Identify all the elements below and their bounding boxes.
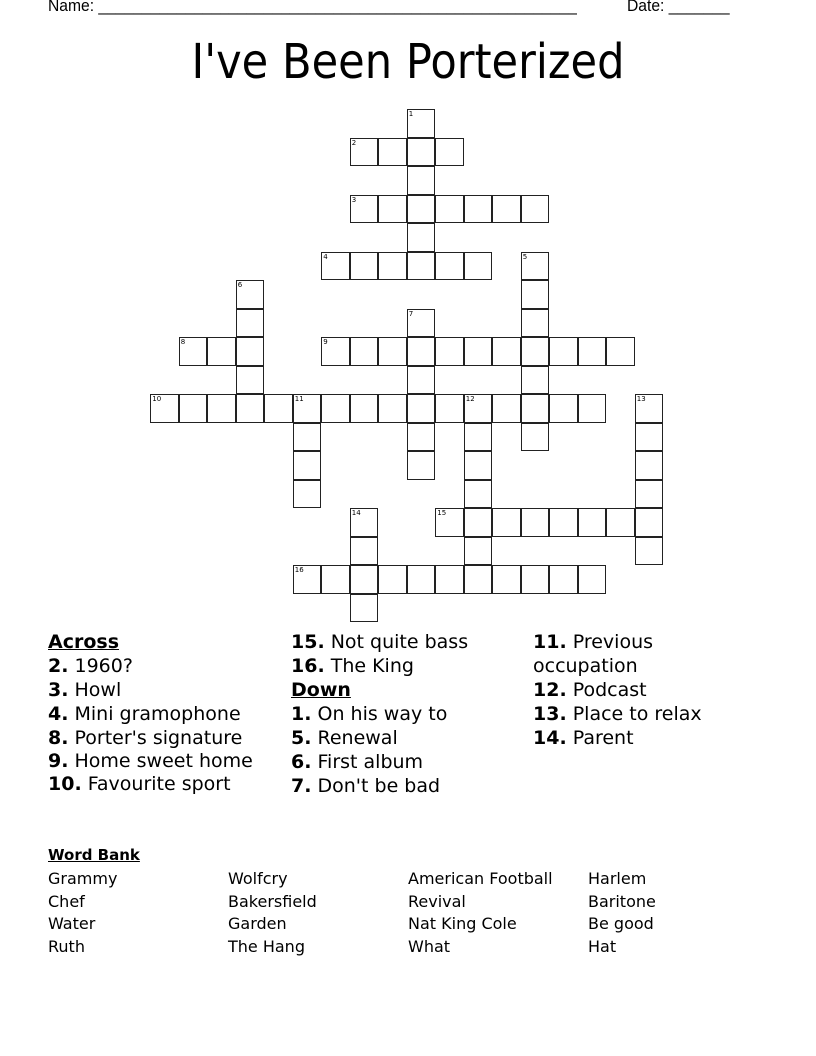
clues-column-2 [291,630,521,798]
grid-cell[interactable] [293,451,322,480]
grid-cell[interactable] [549,394,578,423]
clue-text: Renewal [311,727,398,749]
word-bank-column-4 [588,868,656,959]
grid-cell[interactable] [378,195,407,224]
word-bank-item: Be good [588,914,654,934]
grid-cell[interactable] [464,337,493,366]
grid-cell[interactable] [435,508,464,537]
grid-cell[interactable] [521,280,550,309]
cell-number: 4 [323,252,328,261]
word-bank-item: The Hang [228,937,305,957]
grid-cell[interactable] [492,565,521,594]
grid-cell[interactable] [207,337,236,366]
across-heading: Across [48,631,120,653]
clue-across-16 [291,654,521,678]
clue-across-15 [291,630,521,654]
grid-cell[interactable] [521,309,550,338]
grid-cell[interactable] [236,309,265,338]
grid-cell[interactable] [407,109,436,138]
grid-cell[interactable] [464,565,493,594]
grid-cell[interactable] [521,252,550,281]
word-bank-item: Hat [588,937,617,957]
clue-text: Podcast [566,679,647,701]
grid-cell[interactable] [635,423,664,452]
grid-cell[interactable] [435,195,464,224]
grid-cell[interactable] [464,537,493,566]
clue-text: On his way to [311,703,448,725]
grid-cell[interactable] [464,394,493,423]
clue-number: 2. [48,655,69,677]
grid-cell[interactable] [350,195,379,224]
clue-number: 7. [291,775,312,797]
word-bank-item: Baritone [588,891,656,911]
clue-text: Mini gramophone [68,703,241,725]
grid-cell[interactable] [578,337,607,366]
grid-cell[interactable] [521,366,550,395]
grid-cell[interactable] [407,309,436,338]
cell-number: 7 [408,309,414,318]
grid-cell[interactable] [492,337,521,366]
grid-cell[interactable] [635,451,664,480]
clue-down-7 [291,774,521,798]
grid-cell[interactable] [179,337,208,366]
grid-cell[interactable] [236,366,265,395]
grid-cell[interactable] [464,195,493,224]
clue-text: Parent [566,727,634,749]
grid-cell[interactable] [435,565,464,594]
grid-cell[interactable] [407,195,436,224]
clue-down-6 [291,750,521,774]
clue-number: 5. [291,727,312,749]
grid-cell[interactable] [407,451,436,480]
word-bank-item: What [408,937,451,957]
grid-cell[interactable] [492,394,521,423]
grid-cell[interactable] [549,508,578,537]
grid-cell[interactable] [236,394,265,423]
clue-down-12 [533,678,763,702]
cell-number: 16 [294,566,304,575]
clue-number: 9. [48,750,69,772]
clue-number: 8. [48,727,69,749]
clue-text: The King [324,655,414,677]
clue-text: Not quite bass [324,631,469,653]
down-heading: Down [291,679,351,701]
clue-down-11 [533,630,683,678]
clue-number: 12. [533,679,567,701]
cell-number: 11 [294,395,304,404]
word-bank-item: Bakersfield [228,891,317,911]
grid-cell[interactable] [521,423,550,452]
clue-text: Howl [68,679,122,701]
grid-cell[interactable] [407,337,436,366]
clue-across-4 [48,702,278,726]
word-bank-item: Ruth [48,937,85,957]
clue-across-10 [48,772,278,796]
clue-number: 15. [291,631,325,653]
grid-cell[interactable] [264,394,293,423]
grid-cell[interactable] [378,394,407,423]
clue-down-14 [533,726,763,750]
cell-number: 9 [323,338,328,347]
clue-text: Previous occupation [533,631,654,677]
clue-number: 16. [291,655,325,677]
grid-cell[interactable] [635,537,664,566]
grid-cell[interactable] [521,195,550,224]
grid-cell[interactable] [492,508,521,537]
clue-text: Porter's signature [68,727,243,749]
grid-cell[interactable] [350,594,379,623]
grid-cell[interactable] [207,394,236,423]
word-bank-item: American Football [408,869,553,888]
grid-cell[interactable] [635,480,664,509]
clues-column-3 [533,630,763,750]
grid-cell[interactable] [407,366,436,395]
grid-cell[interactable] [521,508,550,537]
clue-number: 3. [48,679,69,701]
grid-cell[interactable] [236,280,265,309]
grid-cell[interactable] [236,337,265,366]
grid-cell[interactable] [321,394,350,423]
grid-cell[interactable] [464,508,493,537]
grid-cell[interactable] [293,565,322,594]
word-bank-item: Wolfcry [228,869,288,888]
grid-cell[interactable] [521,337,550,366]
grid-cell[interactable] [350,337,379,366]
grid-cell[interactable] [464,480,493,509]
clue-text: Place to relax [566,703,702,725]
word-bank-column-2 [228,868,317,959]
clue-text: Don't be bad [311,775,441,797]
grid-cell[interactable] [435,394,464,423]
cell-number: 14 [351,509,361,518]
grid-cell[interactable] [293,394,322,423]
grid-cell[interactable] [606,508,635,537]
word-bank-item: Revival [408,891,466,911]
grid-cell[interactable] [350,394,379,423]
clue-across-9 [48,750,278,772]
clue-across-3 [48,678,278,702]
grid-cell[interactable] [378,337,407,366]
grid-cell[interactable] [578,565,607,594]
grid-cell[interactable] [350,508,379,537]
grid-cell[interactable] [407,423,436,452]
clue-down-13 [533,702,763,726]
clue-text: First album [311,751,424,773]
grid-cell[interactable] [606,337,635,366]
cell-number: 3 [351,195,357,204]
grid-cell[interactable] [407,394,436,423]
clue-number: 11. [533,631,567,653]
cell-number: 12 [465,395,475,404]
cell-number: 13 [636,395,646,404]
clue-across-8 [48,726,278,750]
grid-cell[interactable] [435,138,464,167]
grid-cell[interactable] [635,508,664,537]
grid-cell[interactable] [435,337,464,366]
cell-number: 1 [408,110,414,119]
grid-cell[interactable] [549,565,578,594]
clue-number: 6. [291,751,312,773]
grid-cell[interactable] [578,394,607,423]
grid-cell[interactable] [293,423,322,452]
grid-cell[interactable] [407,565,436,594]
grid-cell[interactable] [321,565,350,594]
clue-across-2 [48,654,278,678]
grid-cell[interactable] [350,138,379,167]
clue-number: 13. [533,703,567,725]
cell-number: 15 [437,509,447,518]
grid-cell[interactable] [464,451,493,480]
clues-column-1 [48,630,278,796]
word-bank-item: Grammy [48,869,118,888]
clue-down-5 [291,726,521,750]
grid-cell[interactable] [293,480,322,509]
grid-cell[interactable] [378,138,407,167]
clue-number: 10. [48,773,82,795]
clue-down-1 [291,702,521,726]
word-bank-title: Word Bank [48,846,140,864]
grid-cell[interactable] [150,394,179,423]
word-bank-item: Nat King Cole [408,914,517,934]
grid-cell[interactable] [464,423,493,452]
grid-cell[interactable] [492,195,521,224]
cell-number: 2 [351,138,357,147]
grid-cell[interactable] [407,252,436,281]
grid-cell[interactable] [350,252,379,281]
word-bank-item: Garden [228,914,287,934]
grid-cell[interactable] [350,565,379,594]
name-field[interactable]: Name: _______________________________________________________ [48,0,577,15]
grid-cell[interactable] [378,252,407,281]
cell-number: 10 [152,395,162,404]
cell-number: 5 [522,252,528,261]
grid-cell[interactable] [321,337,350,366]
clue-text: Home sweet home [68,750,253,772]
clue-text: 1960? [68,655,133,677]
grid-cell[interactable] [350,537,379,566]
grid-cell[interactable] [549,337,578,366]
grid-cell[interactable] [635,394,664,423]
cell-number: 6 [237,281,243,290]
word-bank-item: Chef [48,891,85,911]
grid-cell[interactable] [407,138,436,167]
word-bank-column-1 [48,868,117,959]
page-title: I've Been Porterized [191,34,625,90]
grid-cell[interactable] [407,166,436,195]
grid-cell[interactable] [578,508,607,537]
cell-number: 8 [180,338,186,347]
word-bank-item: Water [48,914,96,934]
clue-number: 1. [291,703,312,725]
grid-cell[interactable] [321,252,350,281]
grid-cell[interactable] [179,394,208,423]
grid-cell[interactable] [521,394,550,423]
clue-text: Favourite sport [81,773,231,795]
grid-cell[interactable] [464,252,493,281]
clue-number: 14. [533,727,567,749]
grid-cell[interactable] [378,565,407,594]
date-field[interactable]: Date: _______ [627,0,730,15]
grid-cell[interactable] [521,565,550,594]
grid-cell[interactable] [407,223,436,252]
word-bank-item: Harlem [588,869,647,888]
word-bank-column-3 [408,868,553,959]
clue-number: 4. [48,703,69,725]
grid-cell[interactable] [435,252,464,281]
